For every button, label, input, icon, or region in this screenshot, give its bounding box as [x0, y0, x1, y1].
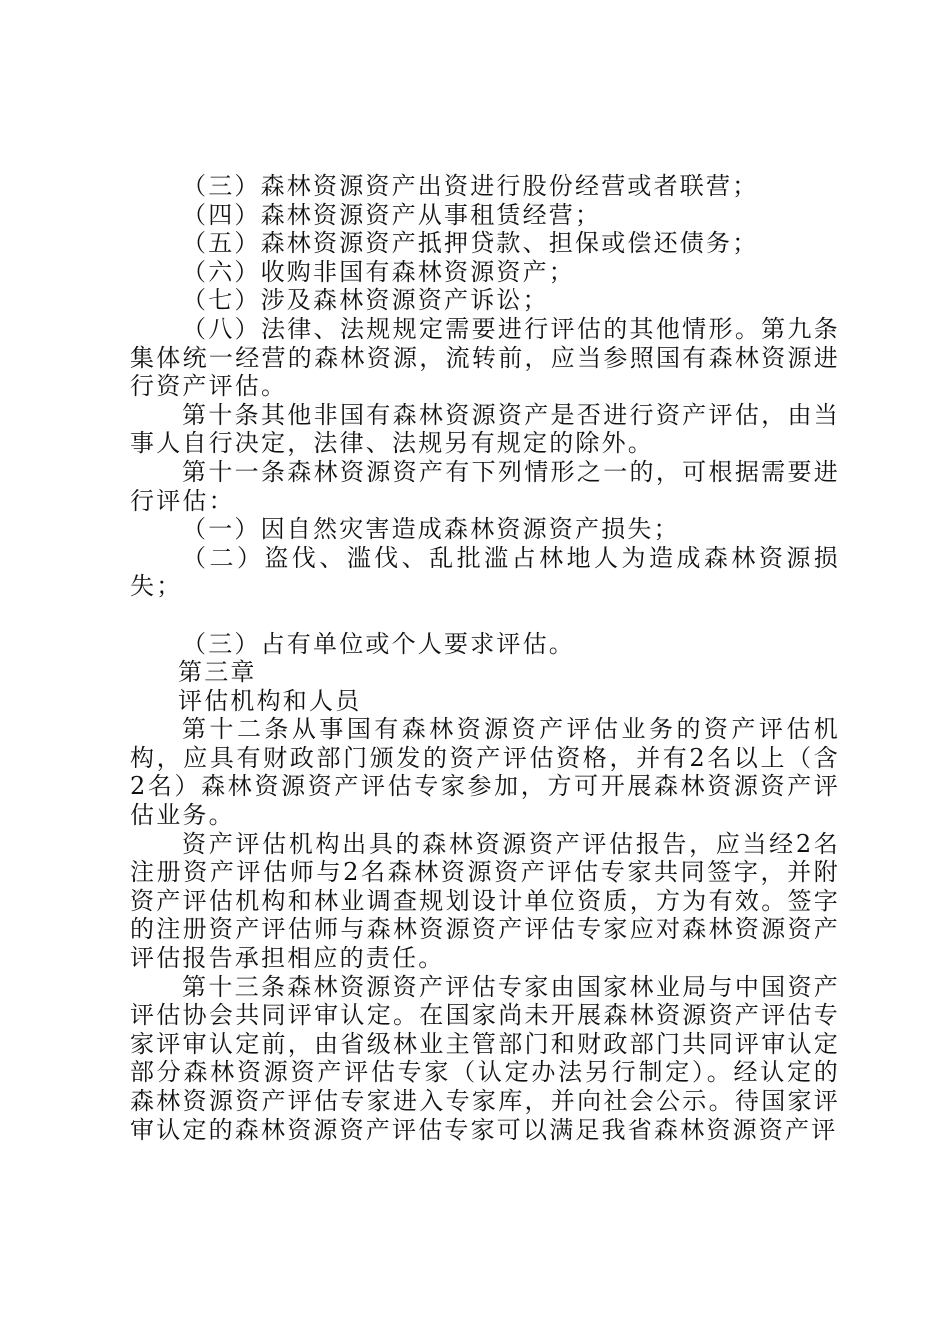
article-paragraph: 资产评估机构出具的森林资源资产评估报告，应当经2名注册资产评估师与2名森林资源资产评估专家共同签字，并附资产评估机构和林业调查规划设计单位资质，方为有效。签字的注册资产评估师与森林资源资产评估专家应对森林资源资产评估报告承担相应的责任。 [130, 829, 840, 973]
blank-line [130, 601, 840, 630]
chapter-heading: 第三章 [178, 658, 257, 687]
article-paragraph: 第十一条森林资源资产有下列情形之一的，可根据需要进行评估： [130, 457, 840, 515]
list-item: （六）收购非国有森林资源资产； [182, 257, 575, 286]
list-item: （七）涉及森林资源资产诉讼； [182, 286, 549, 315]
article-paragraph: 第十三条森林资源资产评估专家由国家林业局与中国资产评估协会共同评审认定。在国家尚未开展森林资源资产评估专家评审认定前，由省级林业主管部门和财政部门共同评审认定部分森林资源资产评估专家（认定办法另行制定）。经认定的森林资源资产评估专家进入专家库，并向社会公示。待国家评审认定的森林资源资产评估专家可以满足我省森林资源资产评 [130, 972, 840, 1144]
document-body [130, 172, 840, 1144]
article-paragraph: 第十二条从事国有森林资源资产评估业务的资产评估机构，应具有财政部门颁发的资产评估资格，并有2名以上（含2名）森林资源资产评估专家参加，方可开展森林资源资产评估业务。 [130, 715, 840, 830]
list-item: （三）占有单位或个人要求评估。 [182, 629, 575, 658]
list-item: （五）森林资源资产抵押贷款、担保或偿还债务； [182, 229, 759, 258]
list-item: （八）法律、法规规定需要进行评估的其他情形。第九条集体统一经营的森林资源，流转前，应当参照国有森林资源进行资产评估。 [130, 314, 840, 401]
article-paragraph: 第十条其他非国有森林资源资产是否进行资产评估，由当事人自行决定，法律、法规另有规定的除外。 [130, 400, 840, 458]
list-item: （四）森林资源资产从事租赁经营； [182, 200, 602, 229]
list-item: （三）森林资源资产出资进行股份经营或者联营； [182, 172, 759, 200]
list-item: （一）因自然灾害造成森林资源资产损失； [182, 515, 680, 544]
chapter-title: 评估机构和人员 [178, 686, 362, 715]
list-item: （二）盗伐、滥伐、乱批滥占林地人为造成森林资源损失； [130, 543, 840, 601]
